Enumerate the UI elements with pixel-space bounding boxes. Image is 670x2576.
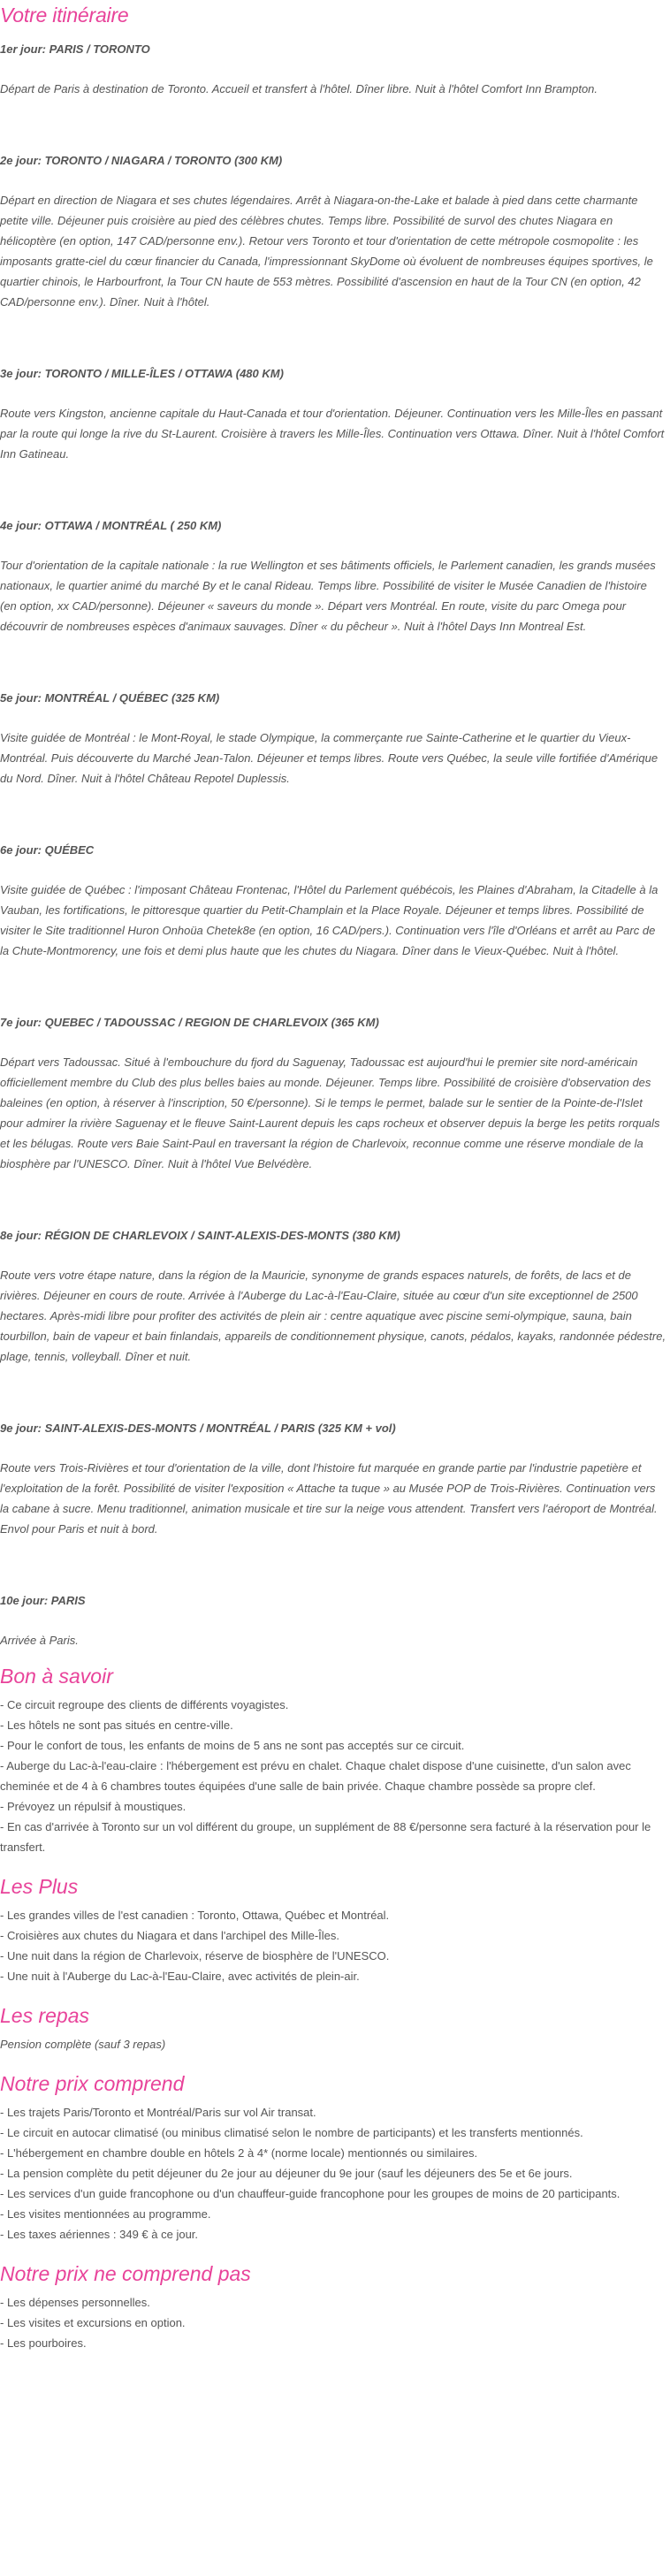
list-item: - Les pourboires. — [0, 2336, 87, 2350]
itinerary-day — [0, 363, 670, 464]
day-spacer — [0, 789, 670, 829]
list-item: - En cas d'arrivée à Toronto sur un vol différent du groupe, un supplément de 88 €/personne sera facturé à la réservation pour le transfert. — [0, 1820, 651, 1854]
list-item: - Pour le confort de tous, les enfants de moins de 5 ans ne sont pas acceptés sur ce circuit. — [0, 1739, 465, 1752]
day-description: Visite guidée de Québec : l'imposant Château Frontenac, l'Hôtel du Parlement québécois, les Plaines d'Abraham, la Citadelle à la Vauban, les fortifications, le pittoresque quartier du Petit-Champlain et la Place Royale. Déjeuner et temps libres. Possibilité de visiter le Site traditionnel Huron Onhoüa Chetek8e (en option, 16 CAD/pers.). Continuation vers l'île d'Orléans et arrêt au Parc de la Chute-Montmorency, une fois et demi plus haute que les chutes du Niagara. Dîner dans le Vieux-Québec. Nuit à l'hôtel. — [0, 883, 659, 957]
day-description: Départ en direction de Niagara et ses chutes légendaires. Arrêt à Niagara-on-the-Lake et balade à pied dans cette charmante petite ville. Déjeuner puis croisière au pied des célèbres chutes. Temps libre. Possibilité de survol des chutes Niagara en hélicoptère (en option, 147 CAD/personne env.). Retour vers Toronto et tour d'orientation de cette métropole cosmopolite : les imposants gratte-ciel du cœur financier du Canada, l'impressionnant SkyDome où évoluent de nombreuses équipes sportives, le quartier chinois, le Harbourfront, la Tour CN haute de 553 mètres. Possibilité d'ascension en haut de la Tour CN (en option, 42 CAD/personne env.). Dîner. Nuit à l'hôtel. — [0, 194, 653, 309]
day-spacer — [0, 1174, 670, 1215]
day-description: Route vers Trois-Rivières et tour d'orientation de la ville, dont l'histoire fut marquée en grande partie par l'industrie papetière et l'exploitation de la forêt. Possibilité de visiter l'exposition « Attache ta tuque » au Musée POP de Trois-Rivières. Continuation vers la cabane à sucre. Menu traditionnel, animation musicale et tire sur la neige vous attendent. Transfert vers l'aéroport de Montréal. Envol pour Paris et nuit à bord. — [0, 1461, 658, 1536]
itinerary-day — [0, 1590, 670, 1650]
day-title: 7e jour: QUEBEC / TADOUSSAC / REGION DE CHARLEVOIX (365 KM) — [0, 1016, 379, 1029]
day-title: 1er jour: PARIS / TORONTO — [0, 42, 150, 56]
day-title: 9e jour: SAINT-ALEXIS-DES-MONTS / MONTRÉAL / PARIS (325 KM + vol) — [0, 1421, 396, 1435]
list-item: - Les taxes aériennes : 349 € à ce jour. — [0, 2228, 199, 2241]
itinerary-day — [0, 39, 670, 99]
day-spacer — [0, 961, 670, 1002]
day-spacer — [0, 99, 670, 140]
day-spacer — [0, 1539, 670, 1580]
itinerary-day — [0, 840, 670, 961]
list-item: - Les dépenses personnelles. — [0, 2296, 150, 2309]
day-spacer — [0, 464, 670, 505]
list-item: - L'hébergement en chambre double en hôtels 2 à 4* (norme locale) mentionnés ou similaires. — [0, 2146, 478, 2160]
day-title: 4e jour: OTTAWA / MONTRÉAL ( 250 KM) — [0, 519, 222, 532]
day-description: Arrivée à Paris. — [0, 1634, 79, 1647]
bon-a-savoir-list — [0, 1695, 670, 1857]
itinerary-days — [0, 39, 670, 1650]
les-plus-title: Les Plus — [0, 1875, 79, 1898]
les-repas-text: Pension complète (sauf 3 repas) — [0, 2038, 166, 2051]
les-repas-title: Les repas — [0, 2004, 90, 2027]
list-item: - Les trajets Paris/Toronto et Montréal/Paris sur vol Air transat. — [0, 2106, 316, 2119]
day-spacer — [0, 1367, 670, 1407]
day-description: Départ vers Tadoussac. Situé à l'embouchure du fjord du Saguenay, Tadoussac est aujourd'hui le premier site nord-américain officiellement membre du Club des plus belles baies au monde. Déjeuner. Temps libre. Possibilité de croisière d'observation des baleines (en option, à réserver à l'inscription, 50 €/personne). Si le temps le permet, balade sur le sentier de la Pointe-de-l'Islet pour admirer la rivière Saguenay et le fleuve Saint-Laurent depuis les caps rocheux et observer depuis la berge les petits rorquals et les bélugas. Route vers Baie Saint-Paul en traversant la région de Charlevoix, reconnue comme une réserve mondiale de la biosphère par l'UNESCO. Dîner. Nuit à l'hôtel Vue Belvédère. — [0, 1056, 660, 1170]
day-title: 5e jour: MONTRÉAL / QUÉBEC (325 KM) — [0, 691, 220, 705]
list-item: - Prévoyez un répulsif à moustiques. — [0, 1800, 187, 1813]
itinerary-day — [0, 150, 670, 312]
day-title: 3e jour: TORONTO / MILLE-ÎLES / OTTAWA (480 KM) — [0, 367, 284, 380]
list-item: - Les visites mentionnées au programme. — [0, 2207, 211, 2221]
itinerary-day — [0, 1012, 670, 1174]
list-item: - Une nuit dans la région de Charlevoix, réserve de biosphère de l'UNESCO. — [0, 1949, 390, 1962]
list-item: - Auberge du Lac-à-l'eau-claire : l'hébergement est prévu en chalet. Chaque chalet dispose d'une cuisinette, d'un salon avec cheminée et de 4 à 6 chambres toutes équipées d'une salle de bain privée. Chaque chambre possède sa propre clef. — [0, 1759, 631, 1793]
list-item: - Les hôtels ne sont pas situés en centre-ville. — [0, 1719, 233, 1732]
day-spacer — [0, 636, 670, 677]
day-title: 10e jour: PARIS — [0, 1594, 86, 1607]
list-item: - Les visites et excursions en option. — [0, 2316, 186, 2329]
prix-ne-comprend-pas-title: Notre prix ne comprend pas — [0, 2262, 251, 2285]
list-item: - Les grandes villes de l'est canadien : Toronto, Ottawa, Québec et Montréal. — [0, 1909, 390, 1922]
itinerary-day — [0, 688, 670, 789]
day-description: Départ de Paris à destination de Toronto. Accueil et transfert à l'hôtel. Dîner libre. Nuit à l'hôtel Comfort Inn Brampton. — [0, 82, 598, 95]
list-item: - Le circuit en autocar climatisé (ou minibus climatisé selon le nombre de participants) et les transferts mentionnés. — [0, 2126, 583, 2139]
itinerary-day — [0, 1225, 670, 1367]
list-item: - Ce circuit regroupe des clients de différents voyagistes. — [0, 1698, 289, 1711]
itinerary-day — [0, 1418, 670, 1539]
les-plus-list — [0, 1905, 670, 1986]
list-item: - Croisières aux chutes du Niagara et dans l'archipel des Mille-Îles. — [0, 1929, 339, 1942]
itinerary-day — [0, 515, 670, 636]
day-title: 2e jour: TORONTO / NIAGARA / TORONTO (300 KM) — [0, 154, 283, 167]
day-title: 8e jour: RÉGION DE CHARLEVOIX / SAINT-ALEXIS-DES-MONTS (380 KM) — [0, 1229, 400, 1242]
day-description: Tour d'orientation de la capitale nationale : la rue Wellington et ses bâtiments officiels, le Parlement canadien, les grands musées nationaux, le quartier animé du marché By et le canal Rideau. Temps libre. Possibilité de visiter le Musée Canadien de l'histoire (en option, xx CAD/personne). Déjeuner « saveurs du monde ». Départ vers Montréal. En route, visite du parc Omega pour découvrir de nombreuses espèces d'animaux sauvages. Dîner « du pêcheur ». Nuit à l'hôtel Days Inn Montreal Est. — [0, 559, 656, 633]
prix-ne-comprend-pas-list — [0, 2292, 670, 2353]
bon-a-savoir-title: Bon à savoir — [0, 1665, 113, 1688]
list-item: - Les services d'un guide francophone ou d'un chauffeur-guide francophone pour les groupes de moins de 20 participants. — [0, 2187, 621, 2200]
prix-comprend-list — [0, 2102, 670, 2244]
day-description: Visite guidée de Montréal : le Mont-Royal, le stade Olympique, la commerçante rue Sainte-Catherine et le quartier du Vieux-Montréal. Puis découverte du Marché Jean-Talon. Déjeuner et temps libres. Route vers Québec, la seule ville fortifiée d'Amérique du Nord. Dîner. Nuit à l'hôtel Château Repotel Duplessis. — [0, 731, 659, 785]
itinerary-title: Votre itinéraire — [0, 4, 129, 27]
day-spacer — [0, 312, 670, 353]
day-description: Route vers votre étape nature, dans la région de la Mauricie, synonyme de grands espaces naturels, de forêts, de lacs et de rivières. Déjeuner en cours de route. Arrivée à l'Auberge du Lac-à-l'Eau-Claire, située au cœur d'un site exceptionnel de 2500 hectares. Après-midi libre pour profiter des activités de plein air : centre aquatique avec piscine semi-olympique, sauna, bain tourbillon, bain de vapeur et bain finlandais, appareils de conditionnement physique, canots, pédalos, kayaks, randonnée pédestre, plage, tennis, volleyball. Dîner et nuit. — [0, 1269, 666, 1363]
list-item: - Une nuit à l'Auberge du Lac-à-l'Eau-Claire, avec activités de plein-air. — [0, 1970, 360, 1983]
day-description: Route vers Kingston, ancienne capitale du Haut-Canada et tour d'orientation. Déjeuner. Continuation vers les Mille-Îles en passant par la route qui longe la rive du St-Laurent. Croisière à travers les Mille-Îles. Continuation vers Ottawa. Dîner. Nuit à l'hôtel Comfort Inn Gatineau. — [0, 407, 665, 461]
prix-comprend-title: Notre prix comprend — [0, 2072, 185, 2095]
day-title: 6e jour: QUÉBEC — [0, 843, 95, 857]
list-item: - La pension complète du petit déjeuner du 2e jour au déjeuner du 9e jour (sauf les déjeuners des 5e et 6e jours. — [0, 2167, 573, 2180]
